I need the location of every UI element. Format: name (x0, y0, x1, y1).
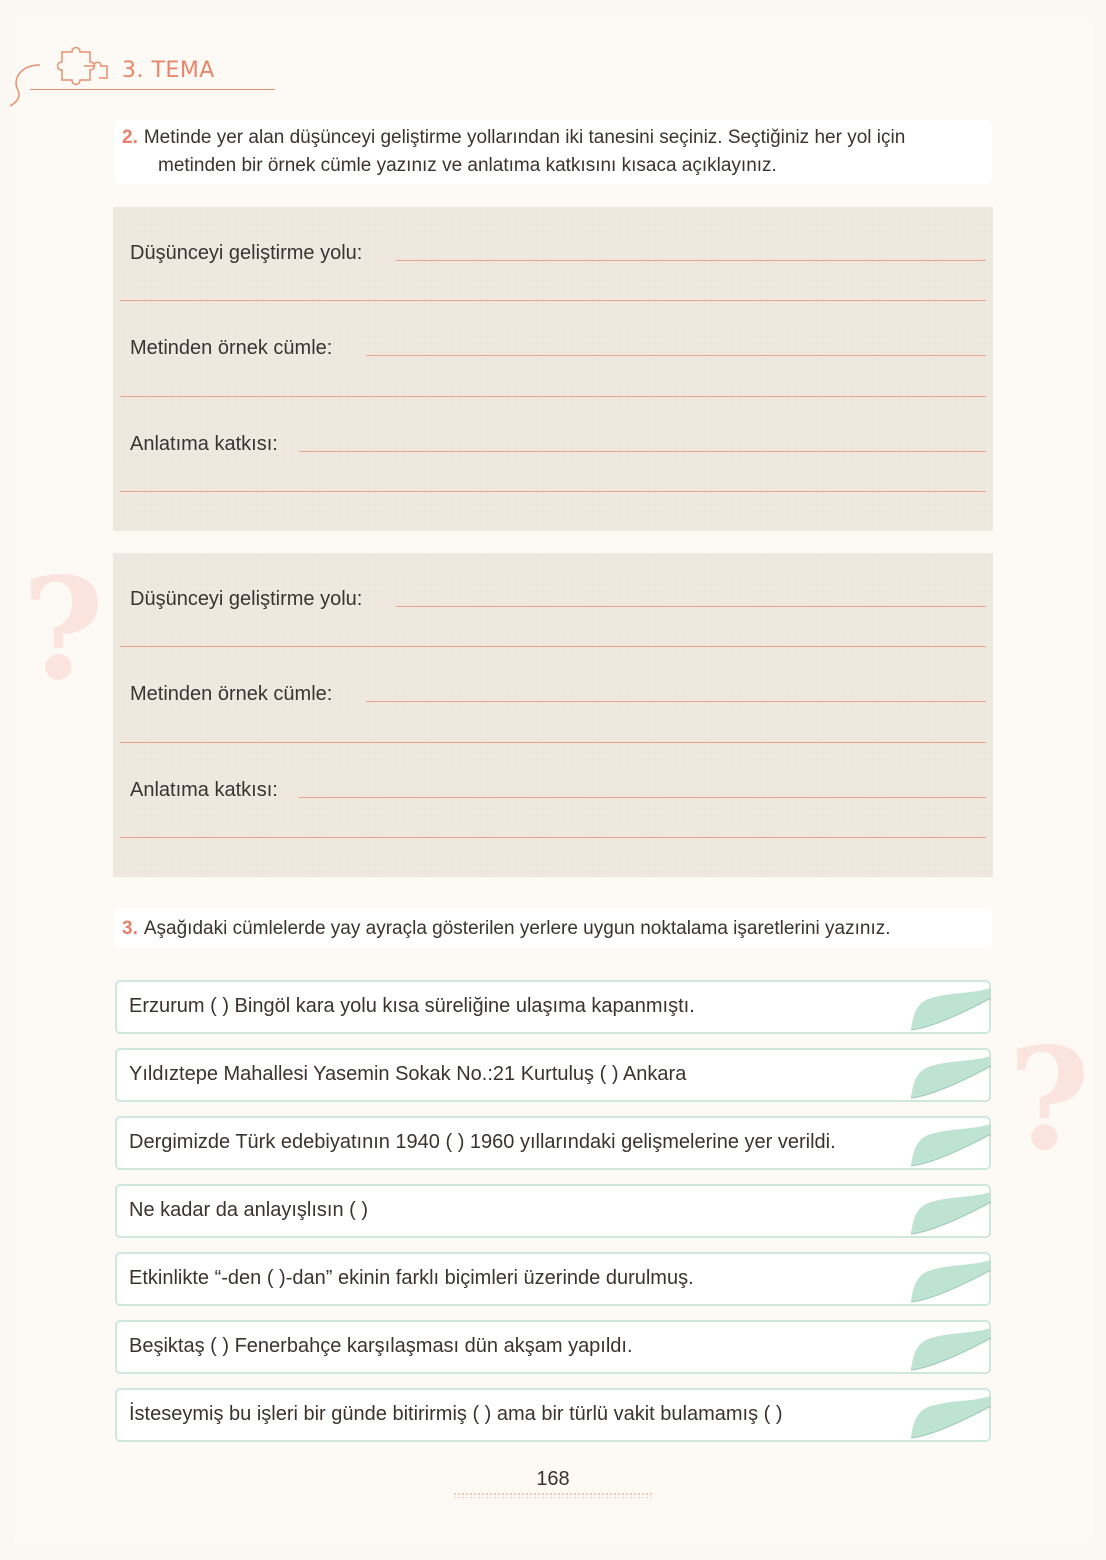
theme-title: 3. TEMA (122, 58, 215, 83)
label-contribution: Anlatıma katkısı: (130, 779, 278, 801)
page-curl-icon (911, 1188, 993, 1236)
page-curl-icon (911, 1120, 993, 1168)
puzzle-icon (54, 44, 110, 94)
answer-line[interactable] (366, 355, 986, 356)
answer-panel (113, 207, 993, 531)
sentence-text: İsteseymiş bu işleri bir günde bitirirmiş ( ) ama bir türlü vakit bulamamış ( ) (129, 1403, 783, 1425)
answer-line[interactable] (299, 451, 986, 452)
label-example: Metinden örnek cümle: (130, 683, 333, 705)
sentence-text: Ne kadar da anlayışlısın ( ) (129, 1199, 368, 1221)
sentence-box[interactable] (115, 980, 991, 1034)
sentence-box[interactable] (115, 1252, 991, 1306)
question-mark-decoration-left: ? (22, 548, 105, 712)
answer-line[interactable] (120, 646, 986, 647)
question-number: 3. (122, 918, 138, 939)
page-curl-icon (911, 1392, 993, 1440)
sentence-box[interactable] (115, 1388, 991, 1442)
label-contribution: Anlatıma katkısı: (130, 433, 278, 455)
page-number: 168 (536, 1468, 570, 1490)
answer-panel (113, 553, 993, 877)
question-text: Aşağıdaki cümlelerde yay ayraçla gösterilen yerlere uygun noktalama işaretlerini yazınız. (143, 918, 891, 939)
answer-line[interactable] (396, 260, 986, 261)
sentence-text: Etkinlikte “-den ( )-dan” ekinin farklı biçimleri üzerinde durulmuş. (129, 1267, 694, 1289)
page-curl-icon (911, 1256, 993, 1304)
swirl-ornament-icon (10, 60, 50, 110)
answer-line[interactable] (120, 396, 986, 397)
answer-line[interactable] (120, 837, 986, 838)
label-way: Düşünceyi geliştirme yolu: (130, 588, 363, 610)
sentence-box[interactable] (115, 1048, 991, 1102)
question-text-line2: metinden bir örnek cümle yazınız ve anlatıma katkısını kısaca açıklayınız. (158, 155, 777, 176)
answer-line[interactable] (120, 491, 986, 492)
page-curl-icon (911, 1052, 993, 1100)
label-way: Düşünceyi geliştirme yolu: (130, 242, 363, 264)
sentence-box[interactable] (115, 1116, 991, 1170)
header-rule (30, 89, 275, 90)
answer-line[interactable] (120, 300, 986, 301)
question-mark-decoration-right: ? (1008, 1018, 1091, 1182)
question-2 (114, 120, 992, 184)
answer-line[interactable] (120, 742, 986, 743)
answer-line[interactable] (366, 701, 986, 702)
answer-line[interactable] (299, 797, 986, 798)
sentence-text: Erzurum ( ) Bingöl kara yolu kısa süreliğine ulaşıma kapanmıştı. (129, 995, 695, 1017)
sentence-text: Dergimizde Türk edebiyatının 1940 ( ) 1960 yıllarındaki gelişmelerine yer verildi. (129, 1131, 836, 1153)
page-curl-icon (911, 1324, 993, 1372)
page-number-ornament (453, 1492, 653, 1498)
sentence-text: Beşiktaş ( ) Fenerbahçe karşılaşması dün akşam yapıldı. (129, 1335, 633, 1357)
answer-line[interactable] (396, 606, 986, 607)
question-number: 2. (122, 127, 138, 148)
sentence-text: Yıldıztepe Mahallesi Yasemin Sokak No.:21 Kurtuluş ( ) Ankara (129, 1063, 687, 1085)
sentence-box[interactable] (115, 1320, 991, 1374)
sentence-box[interactable] (115, 1184, 991, 1238)
question-3 (114, 908, 992, 948)
page-curl-icon (911, 984, 993, 1032)
question-text-line1: Metinde yer alan düşünceyi geliştirme yollarından iki tanesini seçiniz. Seçtiğiniz her yol için (143, 127, 906, 148)
label-example: Metinden örnek cümle: (130, 337, 333, 359)
